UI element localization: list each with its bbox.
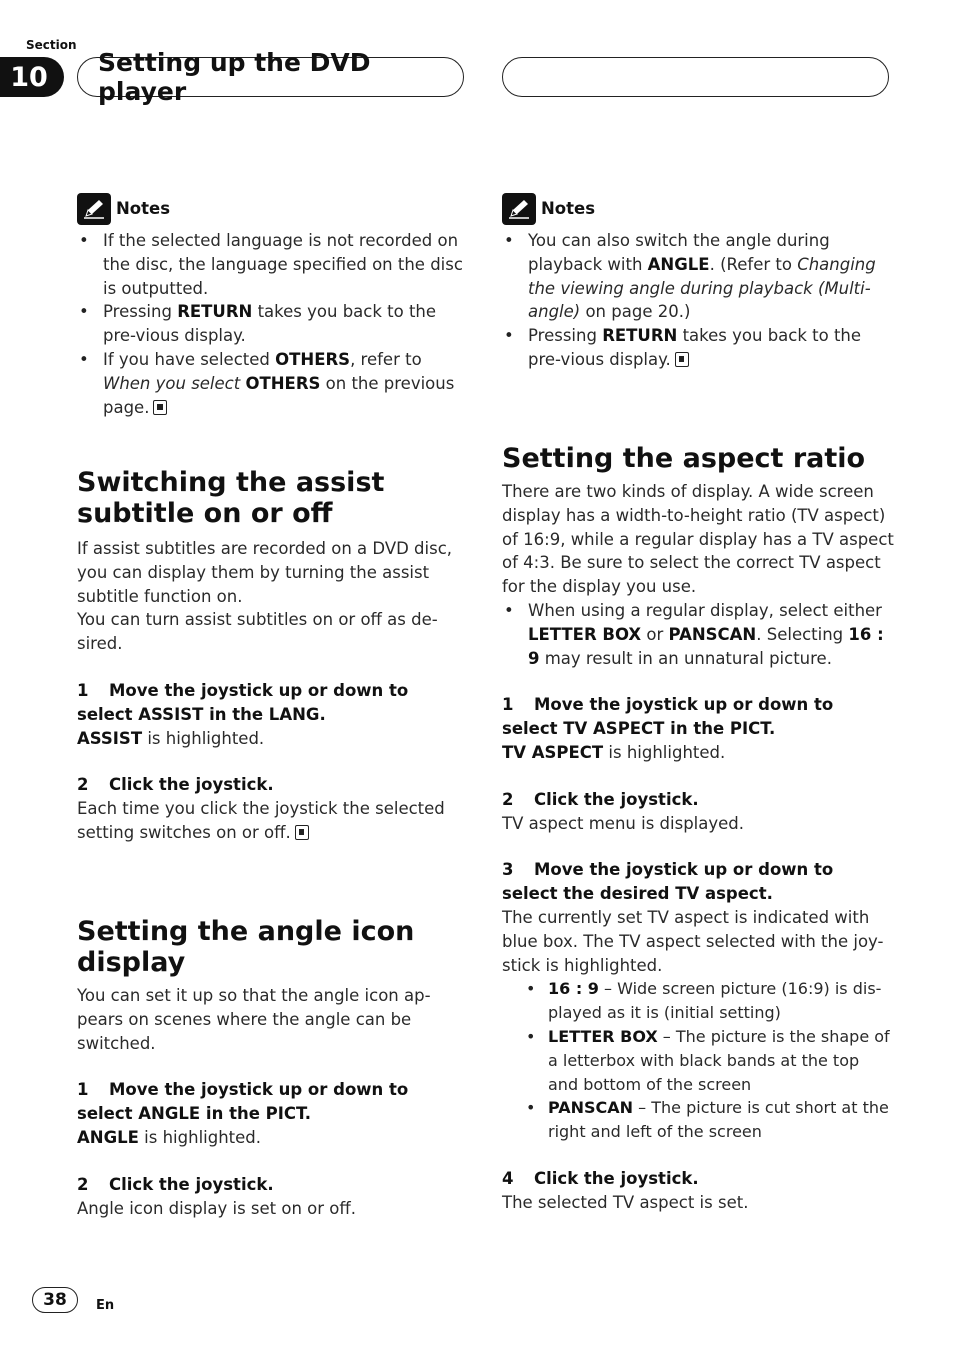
pencil-icon	[77, 193, 111, 225]
paragraph: You can set it up so that the angle icon ap-pears on scenes where the angle can be switched.	[77, 986, 431, 1053]
step-heading: 2 Click the joystick.	[77, 1174, 274, 1194]
list-item: • You can also switch the angle during playback with ANGLE. (Refer to Changing the viewing angle during playback (Multi-angle) on page 20.)	[502, 229, 894, 324]
paragraph: There are two kinds of display. A wide screen display has a width-to-height ratio (TV aspect) of 16:9, while a regular display has a TV aspect of 4:3. Be sure to select the correct TV aspect for the display you use.	[502, 482, 894, 597]
page-number: 38	[32, 1287, 78, 1313]
list-item: • PANSCAN – The picture is cut short at the right and left of the screen	[522, 1096, 894, 1144]
list-item: • LETTER BOX – The picture is the shape of a letterbox with black bands at the top and bottom of the screen	[522, 1025, 894, 1096]
aspect-bullets	[502, 599, 894, 670]
end-mark-icon	[295, 825, 309, 840]
section-heading: Setting the angle icon display	[77, 916, 415, 978]
angle-section	[77, 916, 467, 1220]
step-heading: 1 Move the joystick up or down to select ANGLE in the PICT.	[77, 1080, 409, 1124]
step-heading: 1 Move the joystick up or down to select ASSIST in the LANG.	[77, 680, 409, 724]
notes-header	[77, 193, 467, 225]
list-item: • If the selected language is not recorded on the disc, the language specified on the disc is outputted.	[77, 229, 467, 300]
list-item: • When using a regular display, select either LETTER BOX or PANSCAN. Selecting 16 : 9 may result in an unnatural picture.	[502, 599, 894, 670]
step-result: Each time you click the joystick the selected setting switches on or off.	[77, 799, 445, 842]
step-heading: 2 Click the joystick.	[77, 775, 274, 795]
notes-list	[502, 229, 894, 372]
section-heading: Switching the assist subtitle on or off	[77, 467, 385, 529]
step-heading: 1 Move the joystick up or down to select TV ASPECT in the PICT.	[502, 695, 834, 739]
chapter-title	[77, 48, 464, 106]
notes-title: Notes	[116, 199, 171, 219]
list-item: • 16 : 9 – Wide screen picture (16:9) is dis-played as it is (initial setting)	[522, 977, 894, 1025]
end-mark-icon	[675, 352, 689, 367]
paragraph: If assist subtitles are recorded on a DVD disc, you can display them by turning the assist subtitle function on.	[77, 539, 453, 606]
paragraph: You can turn assist subtitles on or off as de-sired.	[77, 610, 438, 654]
aspect-section	[502, 443, 894, 1215]
list-item: • If you have selected OTHERS, refer to When you select OTHERS on the previous page.	[77, 348, 467, 419]
section-label: Section	[26, 38, 77, 52]
end-mark-icon	[153, 400, 167, 415]
step-result: ASSIST is highlighted.	[77, 728, 265, 748]
right-notes	[502, 193, 894, 372]
step-result: TV ASPECT is highlighted.	[502, 742, 726, 762]
list-item: • Pressing RETURN takes you back to the pre-vious display.	[77, 300, 467, 348]
section-heading: Setting the aspect ratio	[502, 443, 866, 474]
language-code: En	[96, 1298, 115, 1313]
step-heading: 4 Click the joystick.	[502, 1168, 699, 1188]
step-result: The currently set TV aspect is indicated with blue box. The TV aspect selected with the joy-stick is highlighted.	[502, 907, 884, 975]
step-heading: 3 Move the joystick up or down to select the desired TV aspect.	[502, 860, 834, 904]
step-heading: 2 Click the joystick.	[502, 789, 699, 809]
step-result: Angle icon display is set on or off.	[77, 1198, 357, 1218]
chapter-title-text: Setting up the DVD player	[98, 48, 371, 106]
assist-section	[77, 467, 467, 845]
step-result: The selected TV aspect is set.	[502, 1192, 749, 1212]
left-notes	[77, 193, 467, 419]
header-blank-box	[502, 57, 889, 97]
notes-list	[77, 229, 467, 419]
step-result: TV aspect menu is displayed.	[502, 813, 744, 833]
aspect-options	[502, 977, 894, 1144]
notes-title: Notes	[541, 199, 596, 219]
notes-header	[502, 193, 894, 225]
step-result: ANGLE is highlighted.	[77, 1127, 262, 1147]
section-number: 10	[0, 57, 64, 97]
pencil-icon	[502, 193, 536, 225]
list-item: • Pressing RETURN takes you back to the pre-vious display.	[502, 324, 894, 372]
